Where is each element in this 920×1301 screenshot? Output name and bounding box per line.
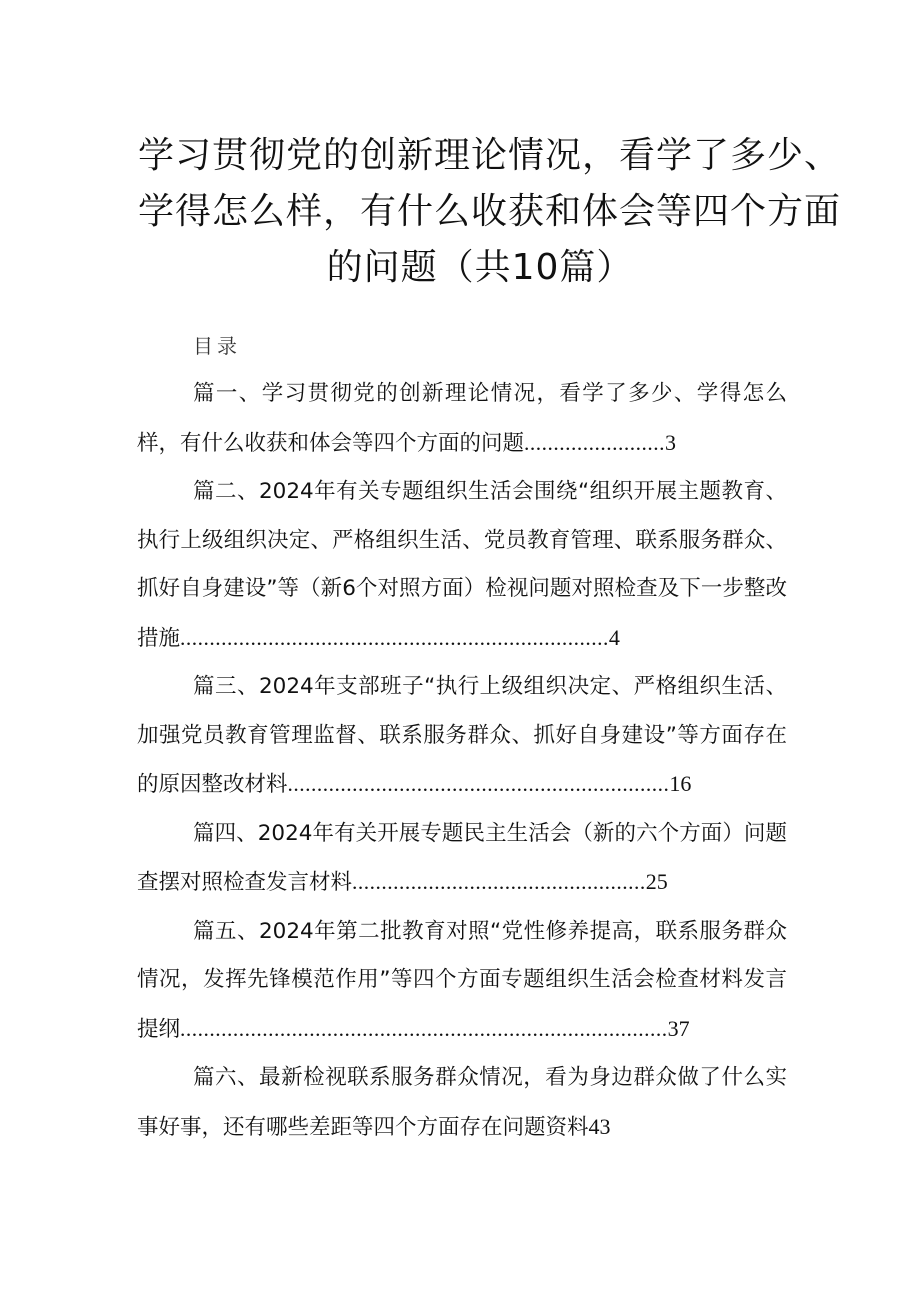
toc-entry[interactable] [137,810,787,908]
toc-entry[interactable] [137,468,787,663]
toc-entry[interactable] [137,370,787,468]
toc-list [137,370,787,1152]
toc-entry-text: 篇一、学习贯彻党的创新理论情况，看学了多少、学得怎么样，有什么收获和体会等四个方面的问题 [137,381,787,456]
toc-entry-page: 16 [669,771,692,796]
toc-entry-text: 篇四、2024年有关开展专题民主生活会（新的六个方面）问题查摆对照检查发言材料 [137,820,787,895]
title-line-3: 的问题（共10篇） [326,247,634,288]
title-line-2: 学得怎么样，有什么收获和体会等四个方面 [138,191,842,232]
toc-entry-leader: ........................ [524,430,666,455]
toc-entry-text: 篇二、2024年有关专题组织生活会围绕“组织开展主题教育、执行上级组织决定、严格组织生活、党员教育管理、联系服务群众、抓好自身建设”等（新6个对照方面）检视问题对照检查及下一步整改措施 [137,479,787,651]
toc-entry-page: 43 [588,1113,611,1139]
toc-heading: 目录 [193,334,241,358]
toc-entry-page: 4 [608,624,620,650]
toc-entry-leader: ................................................................................... [180,1016,668,1041]
toc-entry-leader: ................................................................. [287,772,670,796]
toc-entry-page: 25 [645,869,668,894]
document-title [120,128,842,296]
toc-entry-page: 37 [667,1015,690,1041]
toc-entry[interactable] [137,663,787,810]
toc-entry[interactable] [137,908,787,1055]
toc-entry-page: 3 [665,429,677,455]
toc-entry-leader: ......................................................................... [180,625,609,650]
toc-entry-text: 篇三、2024年支部班子“执行上级组织决定、严格组织生活、加强党员教育管理监督、联系服务群众、抓好自身建设”等方面存在的原因整改材料 [137,674,787,797]
title-line-1: 学习贯彻党的创新理论情况，看学了多少、 [138,135,842,176]
toc-entry-text: 篇六、最新检视联系服务群众情况，看为身边群众做了什么实事好事，还有哪些差距等四个方面存在问题资料 [137,1065,787,1140]
toc-entry-leader: .................................................. [352,870,646,894]
toc-entry-text: 篇五、2024年第二批教育对照“党性修养提高，联系服务群众情况，发挥先锋模范作用”等四个方面专题组织生活会检查材料发言提纲 [137,918,787,1042]
toc-entry[interactable] [137,1054,787,1152]
